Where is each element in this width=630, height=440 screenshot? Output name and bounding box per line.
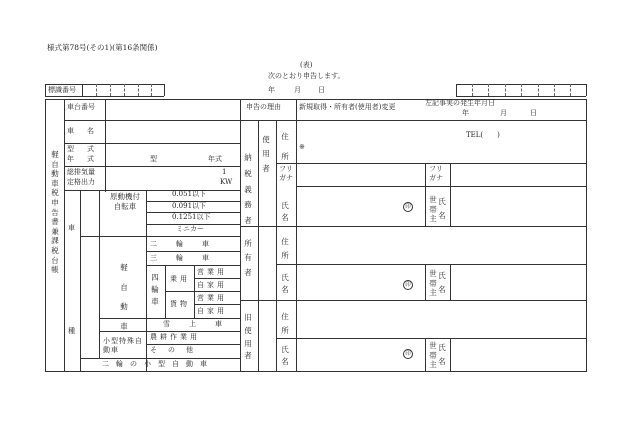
snowmobile-label: 雪 上 車 (163, 320, 228, 328)
user-label: 使用者 (262, 135, 270, 173)
old-user-household-name-label: 氏名 (438, 343, 446, 367)
three-wheel-label: 三 輪 車 (150, 254, 215, 262)
light-vehicle-label: 軽自動車 (120, 263, 128, 331)
form-number: 様式第78号(その1)(第16条関係) (47, 43, 158, 52)
user-household-furigana: フリガナ (429, 165, 443, 183)
tel-label: TEL( ) (466, 131, 500, 139)
four-wheel-label: 四輪車 (151, 273, 159, 306)
model-value-label: 型 (150, 155, 157, 163)
owner-seal: 印 (403, 280, 413, 290)
event-month: 月 (500, 109, 507, 117)
year-model-label: 年 式 (67, 155, 97, 163)
small-two-wheel-label: 二輪の小型自動車 (102, 360, 214, 368)
user-household-name-label: 氏名 (438, 197, 446, 221)
user-household-label: 世帯主 (429, 195, 437, 224)
old-user-name-label: 氏名 (281, 345, 289, 366)
other-label: そ の 他 (150, 346, 195, 354)
event-day: 日 (530, 109, 537, 117)
event-year: 年 (462, 109, 469, 117)
owner-name-label: 氏名 (281, 273, 289, 294)
owner-label: 所有者 (244, 239, 252, 277)
passenger-commercial: 営業用 (197, 268, 227, 276)
moped-row-2: 0.091以下 (172, 202, 207, 210)
moped-label: 原動機付自転車 (110, 192, 140, 211)
header-year: 年 (268, 86, 275, 94)
user-furigana-label: フリガナ (279, 165, 293, 183)
owner-household-name-label: 氏名 (438, 271, 446, 295)
year-value-label: 年式 (208, 155, 222, 163)
passenger-private: 自家用 (197, 281, 227, 289)
user-address-label: 住所 (281, 132, 289, 161)
header-month: 月 (294, 86, 301, 94)
cargo-label: 貨物 (170, 300, 190, 308)
declaration-text: 次のとおり申告します。 (268, 72, 345, 80)
owner-household-label: 世帯主 (429, 269, 437, 298)
reason-value: 新規取得・所有者(使用者)変更 (299, 103, 396, 111)
vehicle-type-label-1: 車 (68, 224, 75, 232)
old-user-seal: 印 (403, 349, 413, 359)
reason-label: 申告の理由 (246, 103, 281, 111)
moped-row-3: 0.1251以下 (172, 213, 211, 221)
user-seal: 印 (403, 202, 413, 212)
cargo-commercial: 営業用 (197, 294, 227, 302)
registration-number-label: 標識番号 (48, 86, 76, 94)
cargo-private: 自家用 (197, 307, 227, 315)
vehicle-type-label-2: 種 (68, 327, 75, 335)
old-user-household-label: 世帯主 (429, 341, 437, 370)
moped-row-1: 0.051以下 (172, 190, 207, 198)
two-wheel-label: 二 輪 車 (150, 240, 215, 248)
header-day: 日 (318, 86, 325, 94)
small-special-label: 小型特殊自動車 (103, 337, 143, 355)
rated-output-label: 定格出力 (67, 178, 95, 186)
user-name-label: 氏名 (281, 201, 289, 222)
output-unit: KW (220, 178, 233, 186)
displacement-unit: 1 (222, 168, 227, 176)
ledger-title: 軽自動車税申告書兼課税台帳 (51, 150, 59, 275)
kome-mark: ※ (299, 143, 305, 151)
agricultural-label: 農耕作業用 (150, 333, 200, 341)
chassis-number-label: 車台番号 (67, 103, 95, 111)
displacement-label: 総排気量 (67, 168, 95, 176)
side-label: (表) (300, 61, 313, 69)
passenger-label: 乗用 (170, 275, 190, 283)
old-user-address-label: 住所 (281, 312, 289, 336)
event-date-label: 左記事実の発生年月日 (425, 99, 495, 107)
vehicle-name-label: 車 名 (67, 127, 97, 135)
taxpayer-label: 納税義務者 (244, 153, 252, 225)
moped-row-4: ミニカー (176, 225, 204, 233)
old-user-label: 旧使用者 (244, 313, 252, 361)
model-label: 型 式 (67, 145, 97, 153)
owner-address-label: 住所 (281, 237, 289, 261)
